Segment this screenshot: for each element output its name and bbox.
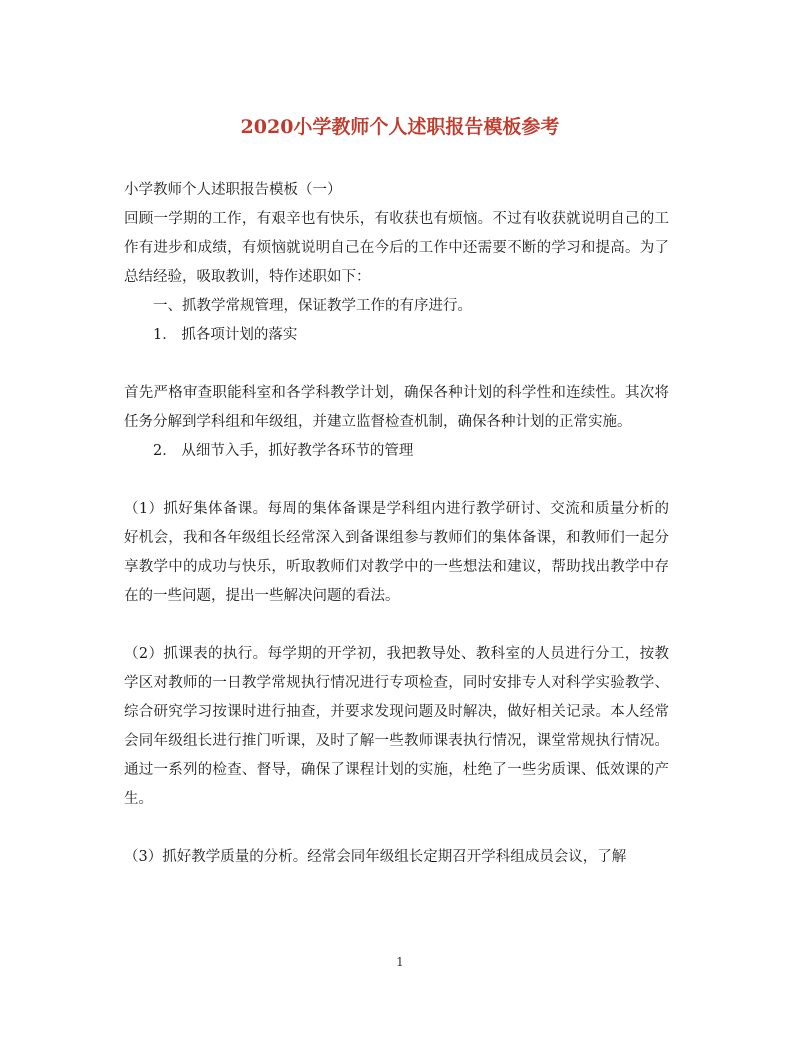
item-heading-1: 1． 抓各项计划的落实 <box>153 327 298 343</box>
paragraph-gap <box>124 350 669 379</box>
page-number: 1 <box>396 955 404 969</box>
body-paragraph-4: （3）抓好教学质量的分析。经常会同年级组长定期召开学科组成员会议，了解 <box>124 849 627 865</box>
body-paragraph-2: （1）抓好集体备课。每周的集体备课是学科组内进行教学研讨、交流和质量分析的好机会，我和各年级组长经常深入到备课组参与教师们的集体备课，和教师们一起分享教学中的成功与快乐，听取教师们对教学中的一些想法和建议，帮助找出教学中存在的一些问题，提出一些解决问题的看法。 <box>124 501 669 604</box>
document-title: 2020小学教师个人述职报告模板参考 <box>240 116 560 138</box>
body-paragraph-1: 首先严格审查职能科室和各学科教学计划，确保各种计划的科学性和连续性。其次将任务分解到学科组和年级组，并建立监督检查机制，确保各种计划的正常实施。 <box>124 385 669 430</box>
intro-paragraph: 回顾一学期的工作，有艰辛也有快乐，有收获也有烦恼。不过有收获就说明自己的工作有进步和成绩，有烦恼就说明自己在今后的工作中还需要不断的学习和提高。为了总结经验，吸取教训，特作述职如下： <box>124 211 669 285</box>
paragraph-gap <box>124 611 669 640</box>
section-heading: 小学教师个人述职报告模板（一） <box>124 182 342 198</box>
paragraph-gap <box>124 466 669 495</box>
document-body <box>124 176 669 872</box>
paragraph-gap <box>124 814 669 843</box>
subsection-heading-1: 一、抓教学常规管理，保证教学工作的有序进行。 <box>153 298 472 314</box>
item-heading-2: 2． 从细节入手，抓好教学各环节的管理 <box>153 443 414 459</box>
body-paragraph-3: （2）抓课表的执行。每学期的开学初，我把教导处、教科室的人员进行分工，按教学区对教师的一日教学常规执行情况进行专项检查，同时安排专人对科学实验教学、综合研究学习按课时进行抽查，并要求发现问题及时解决，做好相关记录。本人经常会同年级组长进行推门听课，及时了解一些教师课表执行情况，课堂常规执行情况。通过一系列的检查、督导，确保了课程计划的实施，杜绝了一些劣质课、低效课的产生。 <box>124 646 669 807</box>
